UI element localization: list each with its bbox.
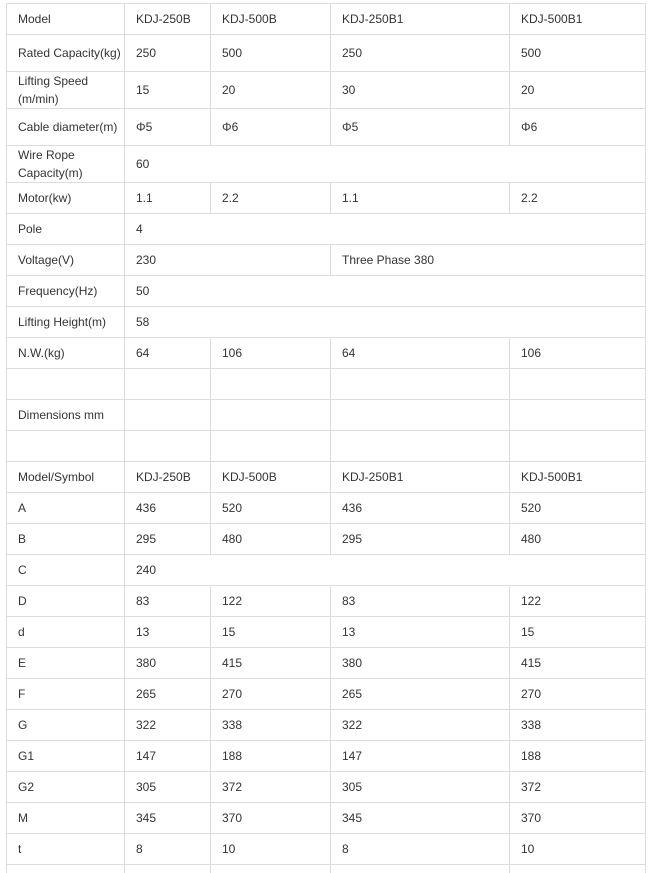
table-cell: 122 — [211, 586, 331, 617]
table-cell: KDJ-250B — [125, 4, 211, 35]
row-label-cell: C — [7, 555, 125, 586]
table-cell: 147 — [331, 741, 510, 772]
row-label-cell: N.W.(kg) — [7, 338, 125, 369]
table-row — [7, 462, 646, 493]
table-cell: 60 — [125, 146, 646, 183]
table-cell: 322 — [331, 710, 510, 741]
table-cell: KDJ-500B1 — [510, 4, 646, 35]
row-label-cell: Motor(kw) — [7, 183, 125, 214]
table-cell: 270 — [510, 679, 646, 710]
table-cell: 10 — [211, 834, 331, 865]
row-label-cell: Pole — [7, 214, 125, 245]
table-cell: 415 — [510, 648, 646, 679]
table-cell: Φ6 — [510, 109, 646, 146]
row-label-cell: Wire Rope Capacity(m) — [7, 146, 125, 183]
table-cell: 1.1 — [125, 183, 211, 214]
table-cell: 1.1 — [331, 183, 510, 214]
table-cell: 295 — [125, 524, 211, 555]
table-cell: 10 — [510, 834, 646, 865]
table-cell — [331, 865, 510, 873]
table-cell: 270 — [211, 679, 331, 710]
table-cell: 122 — [510, 586, 646, 617]
table-row — [7, 146, 646, 183]
table-cell — [211, 431, 331, 462]
table-cell: 188 — [211, 741, 331, 772]
row-label-cell: M — [7, 803, 125, 834]
table-cell: 372 — [510, 772, 646, 803]
table-cell: 20 — [510, 72, 646, 109]
table-cell: 13 — [331, 617, 510, 648]
row-label-cell: G2 — [7, 772, 125, 803]
table-cell: 64 — [331, 338, 510, 369]
table-row — [7, 72, 646, 109]
table-cell: 240 — [125, 555, 646, 586]
row-label-cell — [7, 865, 125, 873]
table-row — [7, 648, 646, 679]
row-label-cell: Dimensions mm — [7, 400, 125, 431]
row-label-cell: Cable diameter(m) — [7, 109, 125, 146]
table-row — [7, 307, 646, 338]
spec-table-body — [7, 4, 646, 873]
table-row — [7, 524, 646, 555]
table-cell: 147 — [125, 741, 211, 772]
row-label-cell: Voltage(V) — [7, 245, 125, 276]
table-cell: 106 — [211, 338, 331, 369]
table-cell — [331, 369, 510, 400]
row-label-cell: F — [7, 679, 125, 710]
table-cell: 520 — [510, 493, 646, 524]
row-label-cell: t — [7, 834, 125, 865]
table-cell — [125, 865, 211, 873]
table-row — [7, 834, 646, 865]
table-cell: 480 — [211, 524, 331, 555]
table-cell: 83 — [125, 586, 211, 617]
table-cell: 305 — [125, 772, 211, 803]
table-cell: 250 — [125, 35, 211, 72]
table-cell — [125, 369, 211, 400]
spec-table — [6, 3, 646, 873]
row-label-cell: G1 — [7, 741, 125, 772]
table-cell — [510, 369, 646, 400]
table-cell: 15 — [510, 617, 646, 648]
table-cell: 345 — [331, 803, 510, 834]
row-label-cell: Frequency(Hz) — [7, 276, 125, 307]
table-cell: Φ5 — [125, 109, 211, 146]
table-cell: KDJ-500B1 — [510, 462, 646, 493]
table-cell — [211, 369, 331, 400]
table-cell: 13 — [125, 617, 211, 648]
table-cell: 338 — [211, 710, 331, 741]
table-cell: 230 — [125, 245, 331, 276]
table-row — [7, 214, 646, 245]
table-row — [7, 772, 646, 803]
table-cell: 30 — [331, 72, 510, 109]
row-label-cell: Rated Capacity(kg) — [7, 35, 125, 72]
table-row — [7, 245, 646, 276]
table-cell: 2.2 — [211, 183, 331, 214]
table-row — [7, 338, 646, 369]
table-cell: 8 — [331, 834, 510, 865]
table-cell: Φ5 — [331, 109, 510, 146]
table-cell: 106 — [510, 338, 646, 369]
table-cell: 4 — [125, 214, 646, 245]
table-cell: 250 — [331, 35, 510, 72]
table-row — [7, 710, 646, 741]
table-cell — [510, 400, 646, 431]
table-cell — [510, 865, 646, 873]
table-cell: 305 — [331, 772, 510, 803]
table-cell — [331, 431, 510, 462]
table-cell: 58 — [125, 307, 646, 338]
row-label-cell: G — [7, 710, 125, 741]
table-cell: Three Phase 380 — [331, 245, 646, 276]
table-row — [7, 400, 646, 431]
table-cell — [510, 431, 646, 462]
table-cell: 50 — [125, 276, 646, 307]
table-cell: KDJ-250B1 — [331, 462, 510, 493]
table-cell: 370 — [510, 803, 646, 834]
table-cell: 500 — [510, 35, 646, 72]
table-cell: 345 — [125, 803, 211, 834]
table-cell: 64 — [125, 338, 211, 369]
table-row — [7, 183, 646, 214]
table-cell: 295 — [331, 524, 510, 555]
table-cell: 8 — [125, 834, 211, 865]
table-row — [7, 109, 646, 146]
table-cell — [211, 865, 331, 873]
table-cell: 188 — [510, 741, 646, 772]
table-row — [7, 276, 646, 307]
table-cell: 370 — [211, 803, 331, 834]
table-cell: 500 — [211, 35, 331, 72]
table-cell: 83 — [331, 586, 510, 617]
row-label-cell: Model/Symbol — [7, 462, 125, 493]
table-cell: 380 — [331, 648, 510, 679]
row-label-cell: B — [7, 524, 125, 555]
table-cell: 436 — [331, 493, 510, 524]
table-cell: 338 — [510, 710, 646, 741]
table-cell: 265 — [125, 679, 211, 710]
table-cell: 15 — [125, 72, 211, 109]
row-label-cell: Lifting Height(m) — [7, 307, 125, 338]
table-row — [7, 741, 646, 772]
row-label-cell — [7, 369, 125, 400]
table-cell: KDJ-250B1 — [331, 4, 510, 35]
table-row — [7, 493, 646, 524]
table-row — [7, 555, 646, 586]
table-row — [7, 865, 646, 873]
row-label-cell: D — [7, 586, 125, 617]
table-cell: 265 — [331, 679, 510, 710]
table-cell: KDJ-500B — [211, 462, 331, 493]
table-cell: 2.2 — [510, 183, 646, 214]
table-cell: 20 — [211, 72, 331, 109]
table-cell: KDJ-250B — [125, 462, 211, 493]
table-cell — [331, 400, 510, 431]
table-cell: Φ6 — [211, 109, 331, 146]
table-row — [7, 431, 646, 462]
table-cell: 480 — [510, 524, 646, 555]
table-cell: 415 — [211, 648, 331, 679]
table-cell: 380 — [125, 648, 211, 679]
row-label-cell: Model — [7, 4, 125, 35]
table-row — [7, 35, 646, 72]
row-label-cell: Lifting Speed (m/min) — [7, 72, 125, 109]
table-cell — [125, 400, 211, 431]
row-label-cell: E — [7, 648, 125, 679]
table-row — [7, 4, 646, 35]
table-row — [7, 369, 646, 400]
table-cell — [125, 431, 211, 462]
table-cell: KDJ-500B — [211, 4, 331, 35]
table-cell: 436 — [125, 493, 211, 524]
table-cell: 15 — [211, 617, 331, 648]
table-row — [7, 617, 646, 648]
table-cell: 520 — [211, 493, 331, 524]
table-row — [7, 679, 646, 710]
table-row — [7, 586, 646, 617]
row-label-cell — [7, 431, 125, 462]
table-cell — [211, 400, 331, 431]
table-row — [7, 803, 646, 834]
row-label-cell: A — [7, 493, 125, 524]
table-cell: 372 — [211, 772, 331, 803]
table-cell: 322 — [125, 710, 211, 741]
row-label-cell: d — [7, 617, 125, 648]
